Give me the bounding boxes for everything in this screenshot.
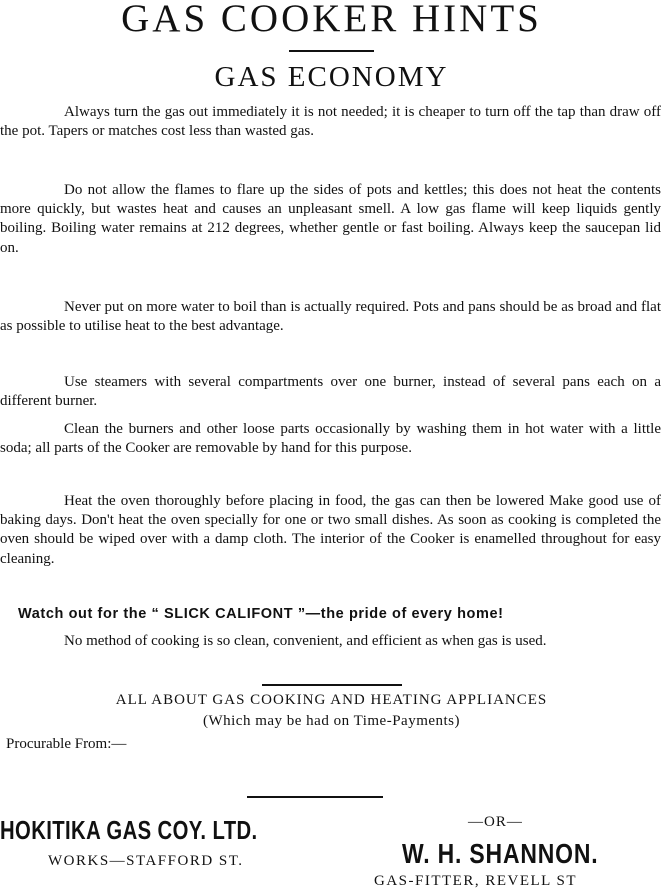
slick-califont-slogan: Watch out for the “ SLICK CALIFONT ”—the pride of every home! (18, 606, 504, 622)
paragraph-oven: Heat the oven thoroughly before placing in food, the gas can then be lowered Make good use of baking days. Don't heat the oven specially for one or two small dishes. As soon as cooking is completed the oven should be wiped over with a damp cloth. The interior of the Cooker is enamelled throughout for easy cleaning. (0, 493, 661, 567)
appliances-heading: ALL ABOUT GAS COOKING AND HEATING APPLIANCES (115, 692, 548, 708)
paragraph-turn-off-gas: Always turn the gas out immediately it is not needed; it is cheaper to turn off the tap than draw off the pot. Tapers or matches cost less than wasted gas. (0, 104, 661, 140)
paragraph-clean-gas: No method of cooking is so clean, convenient, and efficient as when gas is used. (64, 633, 547, 649)
paragraph-burners: Clean the burners and other loose parts occasionally by washing them in hot water with a little soda; all parts of the Cooker are removable by hand for this purpose. (0, 421, 661, 457)
section-heading: GAS ECONOMY (214, 61, 449, 93)
title-divider (289, 50, 374, 52)
appliances-divider (262, 684, 402, 686)
company-name: HOKITIKA GAS COY. LTD. (0, 815, 258, 845)
paragraph-flames: Do not allow the flames to flare up the sides of pots and kettles; this does not heat the contents more quickly, but wastes heat and causes an unpleasant smell. A low gas flame will keep liquids gently boiling. Boiling water remains at 212 degrees, whether gentle or fast boiling. Always keep the saucepan lid on. (0, 182, 661, 256)
paragraph-water: Never put on more water to boil than is actually required. Pots and pans should be as broad and flat as possible to utilise heat to the best advantage. (0, 299, 661, 335)
footer-divider (247, 796, 383, 798)
works-address: WORKS—STAFFORD ST. (48, 853, 244, 869)
procurable-from: Procurable From:— (6, 736, 127, 752)
gas-fitter-name: W. H. SHANNON. (402, 838, 599, 869)
time-payments-note: (Which may be had on Time-Payments) (202, 713, 461, 729)
page-title: GAS COOKER HINTS (121, 0, 542, 40)
or-separator: —OR— (468, 814, 523, 830)
paragraph-steamers: Use steamers with several compartments over one burner, instead of several pans each on a different burner. (0, 374, 661, 410)
gas-fitter-address: GAS-FITTER, REVELL ST (374, 873, 578, 889)
